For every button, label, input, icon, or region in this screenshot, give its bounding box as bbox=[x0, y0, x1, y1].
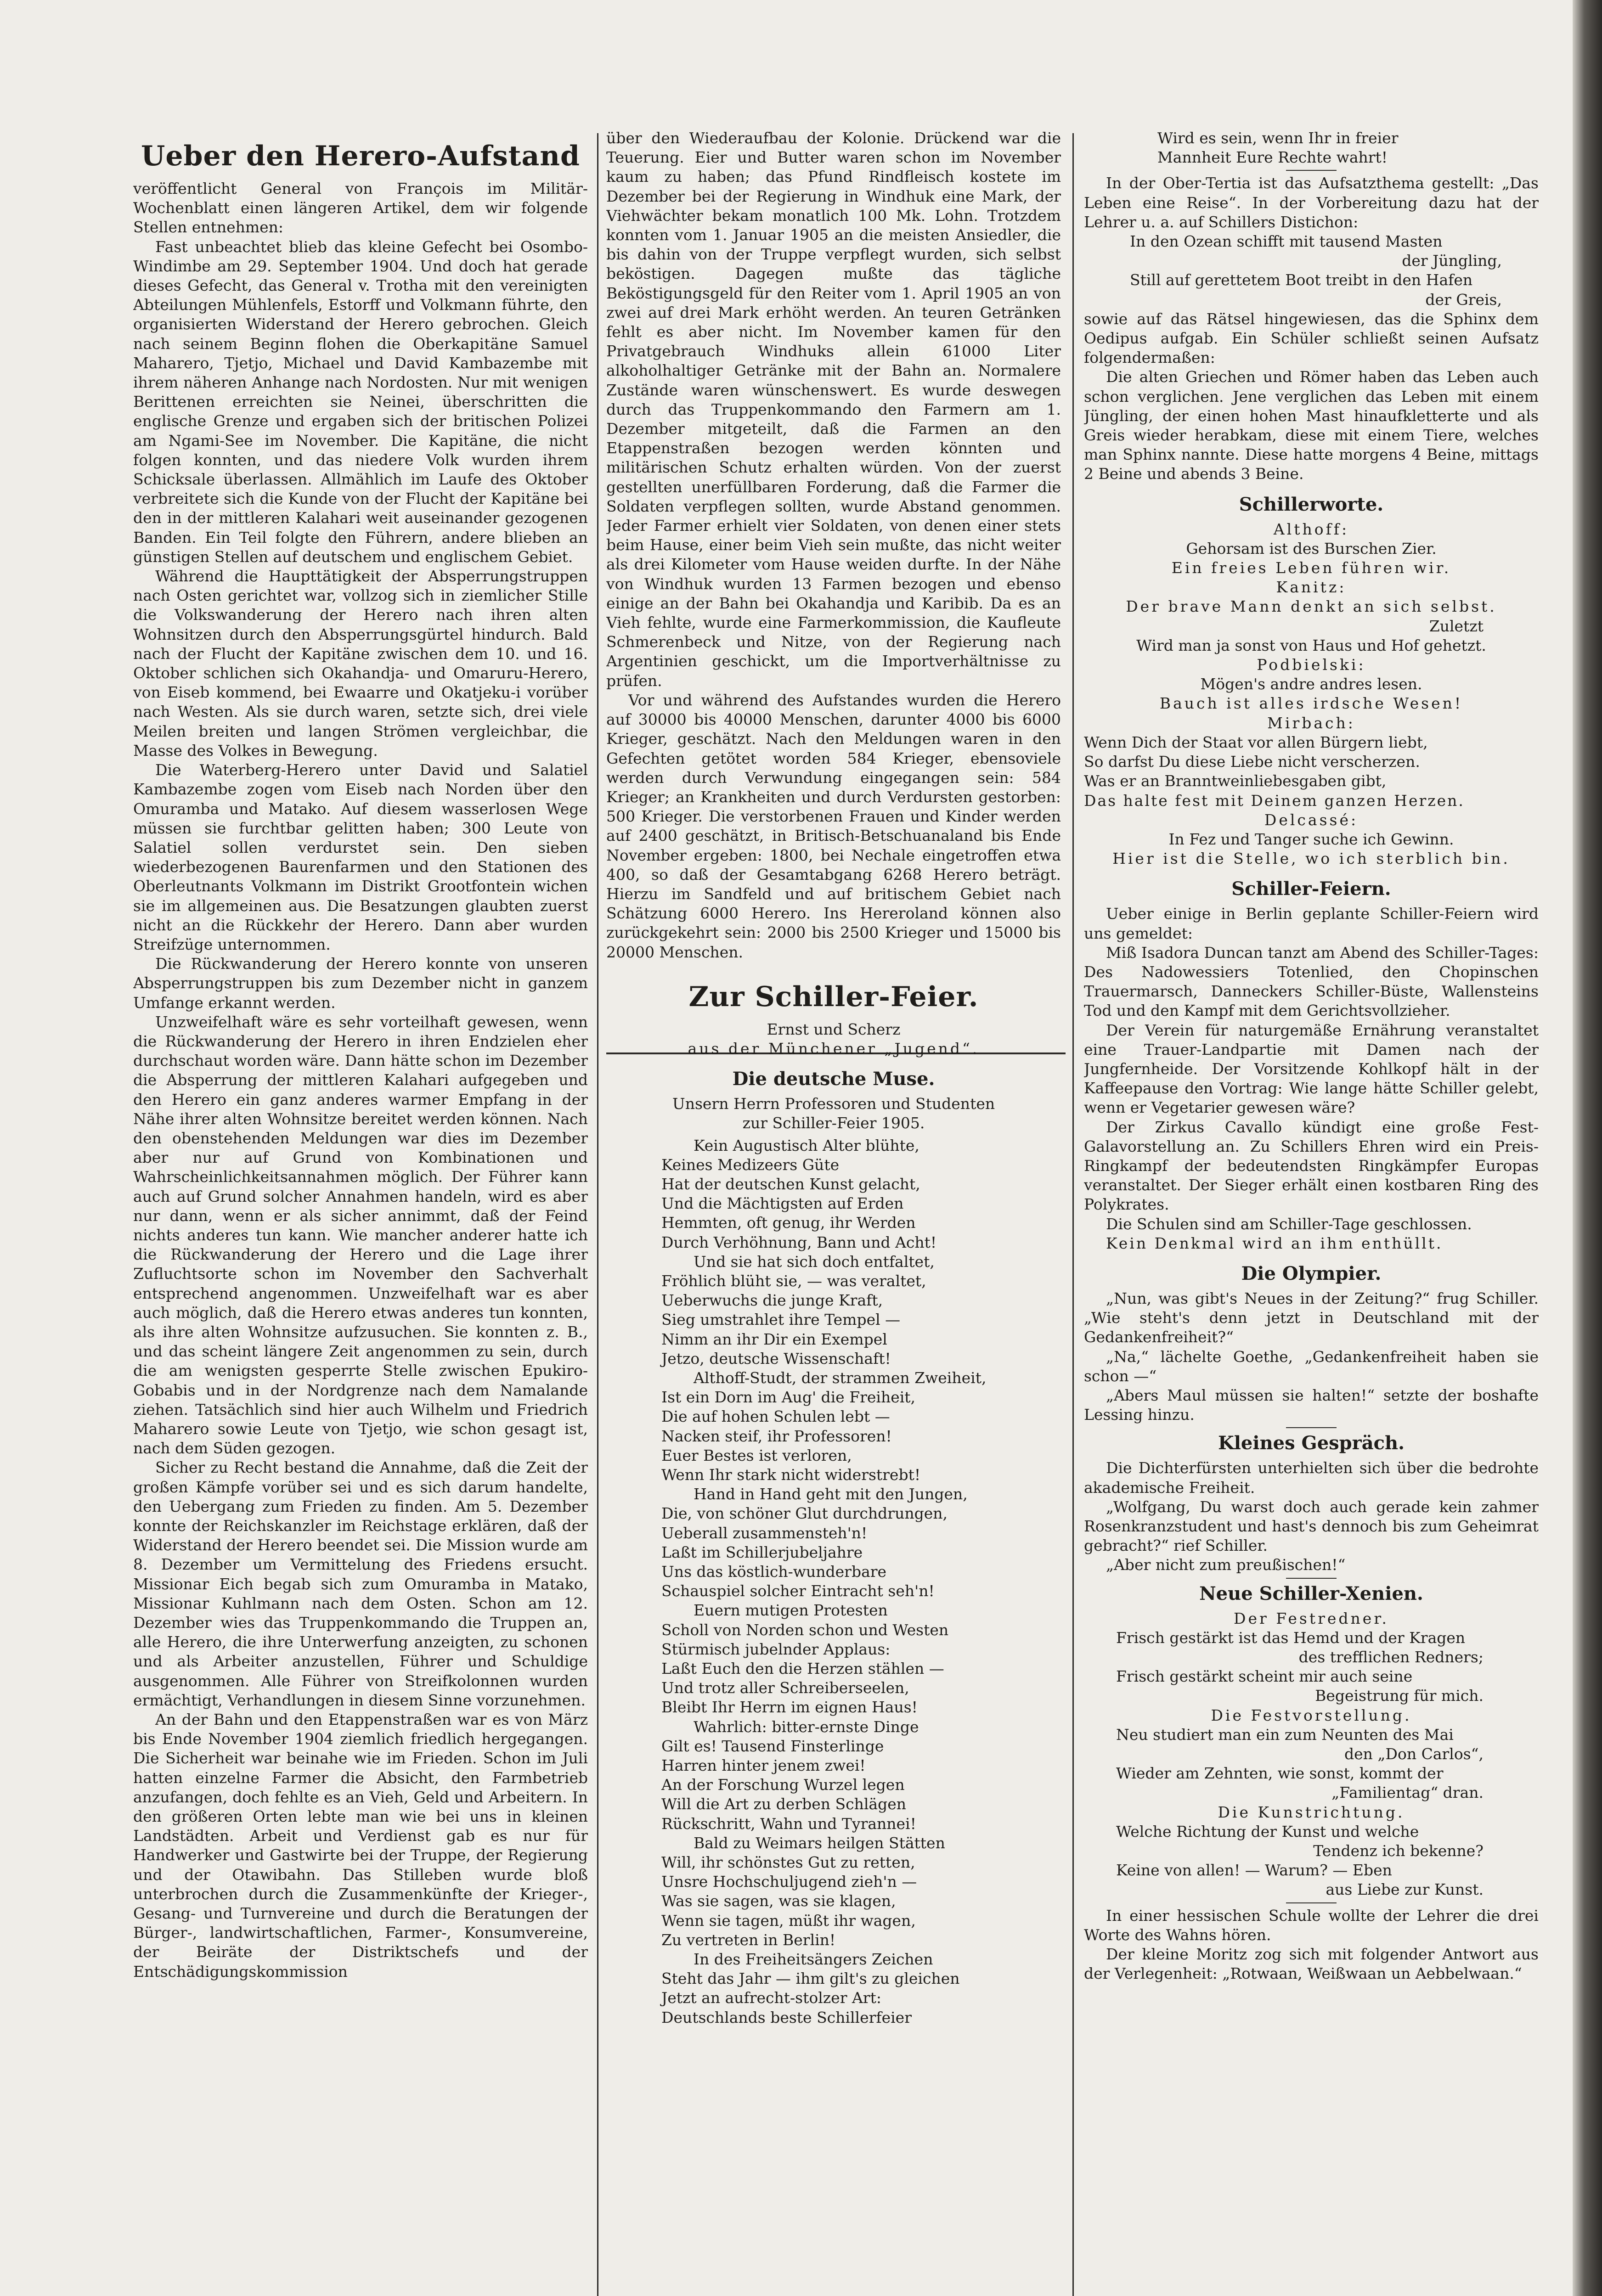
quote-line: Wenn Dich der Staat vor allen Bürgern liebt, bbox=[1084, 733, 1428, 751]
poem-line: Ueberall zusammensteh'n! bbox=[661, 1524, 868, 1542]
speaker: Kanitz: bbox=[1276, 578, 1347, 597]
quote-line: Gehorsam ist des Burschen Zier. bbox=[1186, 539, 1437, 557]
paragraph: über den Wiederaufbau der Kolonie. Drückend war die Teuerung. Eier und Butter waren schon im November kaum zu haben; das Pfund Rindfleisch kostete im Dezember bei der Regierung in Windhuk eine Mark, der Viehwächter bekam monatlich 100 Mk. Lohn. Trotzdem konnten vom 1. Januar 1905 an die meisten Ansiedler, die bis dahin von der Truppe verpflegt wurden, sich selbst beköstigen. Dagegen mußte das tägliche Beköstigungsgeld für den Reiter vom 1. April 1905 an von zwei auf drei Mark erhöht werden. An teuren Getränken fehlt es aber nicht. Im November kamen für den Privatgebrauch Windhuks allein 61000 Liter alkoholhaltiger Getränke mit der Bahn an. Normalere Zustände waren wünschenswert. Es wurde deswegen durch das Truppenkommando den Farmern am 1. Dezember mitgeteilt, daß die Farmen an den Etappenstraßen bezogen werden könnten und militärischen Schutz erhalten würden. Von der zuerst gestellten unerfüllbaren Forderung, daß die Farmer die Soldaten verpflegen sollten, wurde Abstand genommen. Jeder Farmer erhielt vier Soldaten, von denen einer stets beim Hause, einer beim Vieh sein mußte, das nicht weiter als drei Kilometer vom Hause weiden durfte. In der Nähe von Windhuk wurden 13 Farmen bezogen und ebenso einige an der Bahn bei Okahandja und Karibib. Da es an Vieh fehlte, wurde eine Farmerkommission, die Kaufleute Schmerenbeck und Nitze, von der Regierung nach Argentinien geschickt, um die Importverhältnisse zu prüfen. bbox=[606, 129, 1061, 690]
poem-line: Steht das Jahr — ihm gilt's zu gleichen bbox=[661, 1970, 960, 1988]
paragraph: Ueber einige in Berlin geplante Schiller-Feiern wird uns gemeldet: bbox=[1084, 905, 1539, 942]
poem-line: Laßt im Schillerjubeljahre bbox=[661, 1543, 863, 1561]
column-3 bbox=[1084, 129, 1539, 2296]
poem-line: Wahrlich: bitter-ernste Dinge bbox=[694, 1717, 919, 1736]
xenie-line: den „Don Carlos“, bbox=[1344, 1745, 1484, 1763]
quote-line: In Fez und Tanger suche ich Gewinn. bbox=[1168, 830, 1454, 848]
paragraph: Die Waterberg-Herero unter David und Salatiel Kambazembe zogen vom Eiseb nach Norden über den Omuramba und Matako. Auf diesem wasserlosen Wege müssen sie furchtbar gelitten haben; 300 Leute von Salatiel sollen verdurstet sein. Den sieben wiederbezogenen Baurenfarmen und den Stationen des Oberleutnants Volkmann im Distrikt Grootfontein wichen sie im allgemeinen aus. Die Besatzungen glaubten zuerst nicht an die Rückkehr der Herero. Dann aber wurden Streifzüge unternommen. bbox=[133, 761, 588, 953]
paragraph: Die alten Griechen und Römer haben das Leben auch schon verglichen. Jene verglichen das Leben mit einem Jüngling, der einen hohen Mast hinaufkletterte und als Greis wieder herabkam, diese mit einem Tiere, welches man Sphinx nannte. Diese hatte morgens 4 Beine, mittags 2 Beine und abends 3 Beine. bbox=[1084, 368, 1539, 483]
paragraph: Der Verein für naturgemäße Ernährung veranstaltet eine Trauer-Landpartie mit Damen nach der Jungfernheide. Der Vorsitzende Kohlkopf hält in der Kaffeepause den Vortrag: Wie lange hätte Schiller gelebt, wenn er Vegetarier gewesen wäre? bbox=[1084, 1021, 1539, 1117]
poem-dedication: Unsern Herrn Professoren und Studenten zur Schiller-Feier 1905. bbox=[672, 1095, 995, 1132]
xenie-line: Keine von allen! — Warum? — Eben bbox=[1116, 1861, 1392, 1880]
poem-line: Deutschlands beste Schillerfeier bbox=[661, 2008, 912, 2026]
poem-line: Scholl von Norden schon und Westen bbox=[661, 1621, 949, 1639]
quote-line: Ein freies Leben führen wir. bbox=[1171, 559, 1451, 577]
poem-line: Wenn Ihr stark nicht widerstrebt! bbox=[661, 1466, 921, 1484]
paragraph: sowie auf das Rätsel hingewiesen, das die Sphinx dem Oedipus aufgab. Ein Schüler schließt seinen Aufsatz folgendermaßen: bbox=[1084, 310, 1539, 367]
poem-line: Ueberwuchs die junge Kraft, bbox=[661, 1291, 883, 1310]
poem-line: Will die Art zu derben Schlägen bbox=[661, 1795, 906, 1813]
quote-line: Wird man ja sonst von Haus und Hof gehetzt. bbox=[1136, 636, 1486, 654]
paragraph: veröffentlicht General von François im Militär-Wochenblatt einen längeren Artikel, dem wir folgende Stellen entnehmen: bbox=[133, 180, 588, 236]
xenie-title: Die Festvorstellung. bbox=[1211, 1706, 1412, 1724]
subtitle: aus der Münchener „Jugend“. bbox=[688, 1039, 980, 1058]
paragraph: „Abers Maul müssen sie halten!“ setzte der boshafte Lessing hinzu. bbox=[1084, 1386, 1539, 1424]
speaker: Podbielski: bbox=[1257, 656, 1366, 674]
paragraph: Fast unbeachtet blieb das kleine Gefecht bei Osombo-Windimbe am 29. September 1904. Und doch hat gerade dieses Gefecht, das General v. Trotha mit den vereinigten Abteilungen Mühlenfels, Estorff und Volkmann führte, den organisierten Widerstand der Herero gebrochen. Gleich nach seinem Beginn flohen die Oberkapitäne Samuel Maharero, Tjetjo, Michael und David Kambazembe mit ihrem näheren Anhange nach Nordosten. Nur mit wenigen Berittenen erreichten sie Neinei, überschritten die englische Grenze und ergaben sich der britischen Polizei am Ngami-See im November. Die Kapitäne, die nicht folgen konnten, und das niedere Volk wurden ihrem Schicksale überlassen. Allmählich im Laufe des Oktober verbreitete sich die Kunde von der Flucht der Kapitäne bei den in der mittleren Kalahari weit auseinander gezogenen Banden. Ein Teil folgte den Führern, andere blieben an günstigen Stellen auf deutschem und englischem Gebiet. bbox=[133, 237, 588, 566]
distichon-line: der Jüngling, bbox=[1402, 252, 1502, 270]
column-rule bbox=[1072, 133, 1074, 2296]
section-heading: Die Olympier. bbox=[1241, 1262, 1382, 1284]
xenie-line: Tendenz ich bekenne? bbox=[1313, 1842, 1484, 1860]
paragraph: Unzweifelhaft wäre es sehr vorteilhaft gewesen, wenn die Rückwanderung der Herero in ihren Endzielen eher durchschaut worden wäre. Dann hätte schon im Dezember die Absperrung der mittleren Kalahari aufgegeben und den Herero ein ganz anderes warmer Empfang in der Nähe ihrer alten Wohnsitze bereitet werden können. Nach den obenstehenden Meldungen war dies im Dezember aber nur auf Grund von Kombinationen und Wahrscheinlichkeitsannahmen möglich. Der Führer kann auch auf Grund solcher Annahmen handeln, wird es aber nur dann, wenn er als sicher annimmt, daß der Feind nichts anderes tun kann. Wie mancher anderer hatte ich die Rückwanderung der Herero und die Lage ihrer Zufluchtsorte schon im November den Sachverhalt entsprechend angenommen. Unzweifelhaft war es aber auch möglich, daß die Herero etwas anderes tun konnten, als ihre alten Wohnsitze aufzusuchen. Sie konnten z. B., und das scheint längere Zeit angenommen zu sein, durch die am wenigsten gesperrte Stelle zwischen Epukiro-Gobabis und in der Nordgrenze nach dem Namalande ziehen. Tatsächlich sind hier auch Wilhelm und Friedrich Maharero sowie Leute von Tjetjo, wie schon gesagt ist, nach dem Süden gezogen. bbox=[133, 1013, 588, 1458]
distichon-line: Still auf gerettetem Boot treibt in den Hafen bbox=[1130, 271, 1473, 289]
poem-line: Nacken steif, ihr Professoren! bbox=[661, 1427, 892, 1445]
paragraph: „Na,“ lächelte Goethe, „Gedankenfreiheit haben sie schon —“ bbox=[1084, 1347, 1539, 1385]
divider bbox=[1286, 170, 1337, 171]
poem-line: In des Freiheitsängers Zeichen bbox=[694, 1950, 933, 1969]
column-2 bbox=[606, 129, 1061, 2296]
section-heading: Kleines Gespräch. bbox=[1218, 1432, 1405, 1454]
xenie-line: Welche Richtung der Kunst und welche bbox=[1116, 1822, 1419, 1840]
poem-line: Hand in Hand geht mit den Jungen, bbox=[694, 1485, 968, 1503]
xenie-line: Begeistrung für mich. bbox=[1315, 1687, 1484, 1705]
quote-line: Bauch ist alles irdsche Wesen! bbox=[1159, 694, 1463, 713]
section-title: Zur Schiller-Feier. bbox=[688, 980, 979, 1013]
poem-line: Jetzo, deutsche Wissenschaft! bbox=[661, 1349, 891, 1367]
section-heading: Schillerworte. bbox=[1239, 493, 1384, 515]
poem-line: Schauspiel solcher Eintracht seh'n! bbox=[661, 1582, 935, 1600]
paragraph: Die Schulen sind am Schiller-Tage geschlossen. bbox=[1106, 1215, 1472, 1233]
poem-line: Bleibt Ihr Herrn im eignen Haus! bbox=[661, 1698, 918, 1716]
poem-line: Unsre Hochschuljugend zieh'n — bbox=[661, 1873, 917, 1891]
column-rule bbox=[597, 133, 598, 2296]
paragraph: Der kleine Moritz zog sich mit folgender Antwort aus der Verlegenheit: „Rotwaan, Weißwaan un Aebbelwaan.“ bbox=[1084, 1945, 1539, 1983]
column-1 bbox=[133, 138, 588, 2296]
article-title: Ueber den Herero-Aufstand bbox=[141, 140, 580, 172]
poem-line: Harren hinter jenem zwei! bbox=[661, 1756, 866, 1775]
xenie-line: aus Liebe zur Kunst. bbox=[1326, 1880, 1484, 1899]
poem-line: Euer Bestes ist verloren, bbox=[661, 1446, 852, 1464]
poem-line: Sieg umstrahlet ihre Tempel — bbox=[661, 1311, 901, 1329]
poem-line: Hat der deutschen Kunst gelacht, bbox=[661, 1175, 920, 1193]
poem-line: Durch Verhöhnung, Bann und Acht! bbox=[661, 1233, 937, 1251]
poem-line: Und trotz aller Schreiberseelen, bbox=[661, 1679, 909, 1697]
poem-line: Bald zu Weimars heilgen Stätten bbox=[694, 1834, 945, 1852]
paragraph: „Nun, was gibt's Neues in der Zeitung?“ frug Schiller. „Wie steht's denn jetzt in Deutschland mit der Gedankenfreiheit?“ bbox=[1084, 1289, 1539, 1346]
poem-line: Euern mutigen Protesten bbox=[694, 1601, 888, 1620]
xenie-line: Frisch gestärkt ist das Hemd und der Kragen bbox=[1116, 1628, 1466, 1647]
quote-line: Zuletzt bbox=[1429, 617, 1484, 635]
poem-line: Und die Mächtigsten auf Erden bbox=[661, 1194, 904, 1213]
xenie-line: Frisch gestärkt scheint mir auch seine bbox=[1116, 1667, 1413, 1686]
xenie-line: Wieder am Zehnten, wie sonst, kommt der bbox=[1116, 1764, 1444, 1783]
poem-line: Wenn sie tagen, müßt ihr wagen, bbox=[661, 1911, 916, 1930]
xenie-line: des trefflichen Redners; bbox=[1298, 1648, 1484, 1666]
subtitle: Ernst und Scherz bbox=[767, 1020, 901, 1038]
paragraph: An der Bahn und den Etappenstraßen war es von März bis Ende November 1904 ziemlich friedlich hergegangen. Die Sicherheit war beinahe wie im Frieden. Schon im Juli hatten einzelne Farmer die Absicht, den Farmbetrieb anzufangen, doch fehlte es an Vieh, Geld und Arbeitern. In den größeren Orten lebte man wie bei uns in kleinen Landstädten. Arbeit und Verdienst gab es nur für Handwerker und Gastwirte bei der Truppe, der Regierung und der Otawibahn. Das Stilleben wurde bloß unterbrochen durch die Zusammenkünfte der Krieger-, Gesang- und Turnvereine und durch die Beratungen der Bürger-, landwirtschaftlichen, Farmer-, Konsumvereine, der Beiräte der Distriktschefs und der Entschädigungskommission bbox=[133, 1711, 588, 1981]
paragraph: Kein Denkmal wird an ihm enthüllt. bbox=[1106, 1234, 1443, 1252]
xenie-title: Die Kunstrichtung. bbox=[1218, 1803, 1405, 1821]
quote-line: Mögen's andre andres lesen. bbox=[1200, 675, 1422, 693]
poem-line: Jetzt an aufrecht-stolzer Art: bbox=[661, 1989, 881, 2007]
poem bbox=[606, 1136, 1061, 2027]
poem-line: Und sie hat sich doch entfaltet, bbox=[694, 1252, 935, 1271]
poem-line: Fröhlich blüht sie, — was veraltet, bbox=[661, 1272, 926, 1290]
poem-line: Uns das köstlich-wunderbare bbox=[661, 1563, 887, 1581]
paragraph: Während die Haupttätigkeit der Absperrungstruppen nach Osten gerichtet war, vollzog sich in ziemlicher Stille die Volkswanderung der Herero nach ihren alten Wohnsitzen durch den Absperrungsgürtel hindurch. Bald nach der Flucht der Kapitäne zwischen dem 10. und 16. Oktober schlichen sich Okahandja- und Omaruru-Herero, von Eiseb kommend, bei Ewaarre und Okatjeku-i vorüber nach Westen. Als sie durch waren, setzte sich, drei viele Meilen breiten und langen Strömen vergleichbar, die Masse des Volkes in Bewegung. bbox=[133, 567, 588, 760]
scan-binding-edge bbox=[1573, 0, 1602, 2296]
speaker: Mirbach: bbox=[1267, 714, 1355, 732]
paragraph: Sicher zu Recht bestand die Annahme, daß die Zeit der großen Kämpfe vorüber sei und es sich darum handelte, den Uebergang zum Frieden zu finden. Am 5. Dezember konnte der Reichskanzler im Reichstage erklären, daß der Widerstand der Herero beendet sei. Die Mission wurde am 8. Dezember um Vermittelung des Friedens ersucht. Missionar Eich begab sich zum Omuramba in Matako, Missionar Kuhlmann nach dem Osten. Schon am 12. Dezember wies das Truppenkommando die Truppen an, alle Herero, die ihre Unterwerfung anzeigten, zu schonen und als Arbeiter anzustellen, Führer und Schuldige ausgenommen. Alle Führer von Streifkolonnen wurden ermächtigt, Verhandlungen in diesem Sinne vorzunehmen. bbox=[133, 1458, 588, 1709]
poem-line: Stürmisch jubelnder Applaus: bbox=[661, 1640, 891, 1658]
poem-line: Nimm an ihr Dir ein Exempel bbox=[661, 1330, 887, 1348]
poem-line: Mannheit Eure Rechte wahrt! bbox=[1157, 148, 1388, 167]
paragraph: „Aber nicht zum preußischen!“ bbox=[1106, 1556, 1346, 1574]
poem-line: Wird es sein, wenn Ihr in freier bbox=[1157, 129, 1399, 147]
quote-line: So darfst Du diese Liebe nicht verscherzen. bbox=[1084, 753, 1420, 771]
divider bbox=[1286, 1902, 1337, 1903]
quote-line: Hier ist die Stelle, wo ich sterblich bin. bbox=[1112, 850, 1510, 868]
poem-line: Rückschritt, Wahn und Tyrannei! bbox=[661, 1814, 916, 1833]
xenie-line: „Familientag“ dran. bbox=[1331, 1784, 1484, 1802]
poem-line: Althoff-Studt, der strammen Zweiheit, bbox=[694, 1368, 987, 1387]
poem-title: Die deutsche Muse. bbox=[732, 1068, 935, 1090]
poem-line: Ist ein Dorn im Aug' die Freiheit, bbox=[661, 1388, 916, 1407]
quote-line: Das halte fest mit Deinem ganzen Herzen. bbox=[1084, 791, 1465, 810]
poem-line: Die, von schöner Glut durchdrungen, bbox=[661, 1504, 948, 1523]
poem-line: Die auf hohen Schulen lebt — bbox=[661, 1407, 890, 1426]
poem-line: Was sie sagen, was sie klagen, bbox=[661, 1892, 896, 1910]
quote-line: Was er an Branntweinliebesgaben gibt, bbox=[1084, 772, 1387, 790]
distichon-line: In den Ozean schifft mit tausend Masten bbox=[1130, 232, 1443, 251]
poem-line: Hemmten, oft genug, ihr Werden bbox=[661, 1214, 916, 1232]
poem-line: Zu vertreten in Berlin! bbox=[661, 1930, 836, 1949]
poem-line: Gilt es! Tausend Finsterlinge bbox=[661, 1737, 884, 1755]
poem-line: Laßt Euch den die Herzen stählen — bbox=[661, 1660, 944, 1678]
xenie-title: Der Festredner. bbox=[1234, 1609, 1389, 1627]
paragraph: Miß Isadora Duncan tanzt am Abend des Schiller-Tages: Des Nadowessiers Totenlied, den Chopinschen Trauermarsch, Danneckers Schiller-Büste, Wallensteins Tod und den Kampf mit dem Gerichtsvollzieher. bbox=[1084, 943, 1539, 1020]
section-heading: Neue Schiller-Xenien. bbox=[1199, 1582, 1423, 1604]
section-heading: Schiller-Feiern. bbox=[1231, 878, 1391, 900]
paragraph: Die Dichterfürsten unterhielten sich über die bedrohte akademische Freiheit. bbox=[1084, 1459, 1539, 1497]
paragraph: Vor und während des Aufstandes wurden die Herero auf 30000 bis 40000 Menschen, darunter 4000 bis 6000 Krieger, geschätzt. Nach den Meldungen waren in den Gefechten getötet worden 584 Krieger, ebensoviele werden durch Verwundung eingegangen sein: 584 Krieger; an Krankheiten und durch Verdursten gestorben: 500 Krieger. Die verstorbenen Frauen und Kinder werden auf 2400 geschätzt, in Britisch-Betschuanaland bis Ende November ergeben: 1800, bei Nechale eingetroffen etwa 400, so daß der Gesamtabgang 6268 Herero beträgt. Hierzu im Sandfeld und auf britischem Gebiet nach Schätzung 6000 Herero. Ins Hereroland können also zurückgekehrt sein: 2000 bis 2500 Krieger und 15000 bis 20000 Menschen. bbox=[606, 691, 1061, 961]
paragraph: Der Zirkus Cavallo kündigt eine große Fest-Galavorstellung an. Zu Schillers Ehren wird ein Preis-Ringkampf der bedeutendsten Ringkämpfer Europas veranstaltet. Der Sieger erhält einen kostbaren Ring des Polykrates. bbox=[1084, 1118, 1539, 1214]
poem-line: Kein Augustisch Alter blühte, bbox=[694, 1136, 919, 1154]
paragraph: „Wolfgang, Du warst doch auch gerade kein zahmer Rosenkranzstudent und hast's dennoch bis zum Geheimrat gebracht?“ rief Schiller. bbox=[1084, 1497, 1539, 1555]
xenie-line: Neu studiert man ein zum Neunten des Mai bbox=[1116, 1725, 1454, 1744]
divider bbox=[1286, 1578, 1337, 1579]
distichon-line: der Greis, bbox=[1425, 290, 1502, 309]
divider bbox=[1286, 1427, 1337, 1428]
speaker: Delcassé: bbox=[1264, 810, 1359, 829]
paragraph: In der Ober-Tertia ist das Aufsatzthema gestellt: „Das Leben eine Reise“. In der Vorbereitung dazu hat der Lehrer u. a. auf Schillers Distichon: bbox=[1084, 174, 1539, 231]
quote-line: Der brave Mann denkt an sich selbst. bbox=[1126, 597, 1497, 616]
paragraph: In einer hessischen Schule wollte der Lehrer die drei Worte des Wahns hören. bbox=[1084, 1906, 1539, 1944]
paragraph: Die Rückwanderung der Herero konnte von unseren Absperrungstruppen bis zum Dezember nicht in ganzem Umfange erkannt werden. bbox=[133, 955, 588, 1012]
poem-line: Keines Medizeers Güte bbox=[661, 1155, 840, 1174]
poem-line: Will, ihr schönstes Gut zu retten, bbox=[661, 1853, 915, 1872]
poem-line: An der Forschung Wurzel legen bbox=[661, 1776, 905, 1794]
speaker: Althoff: bbox=[1273, 520, 1349, 538]
